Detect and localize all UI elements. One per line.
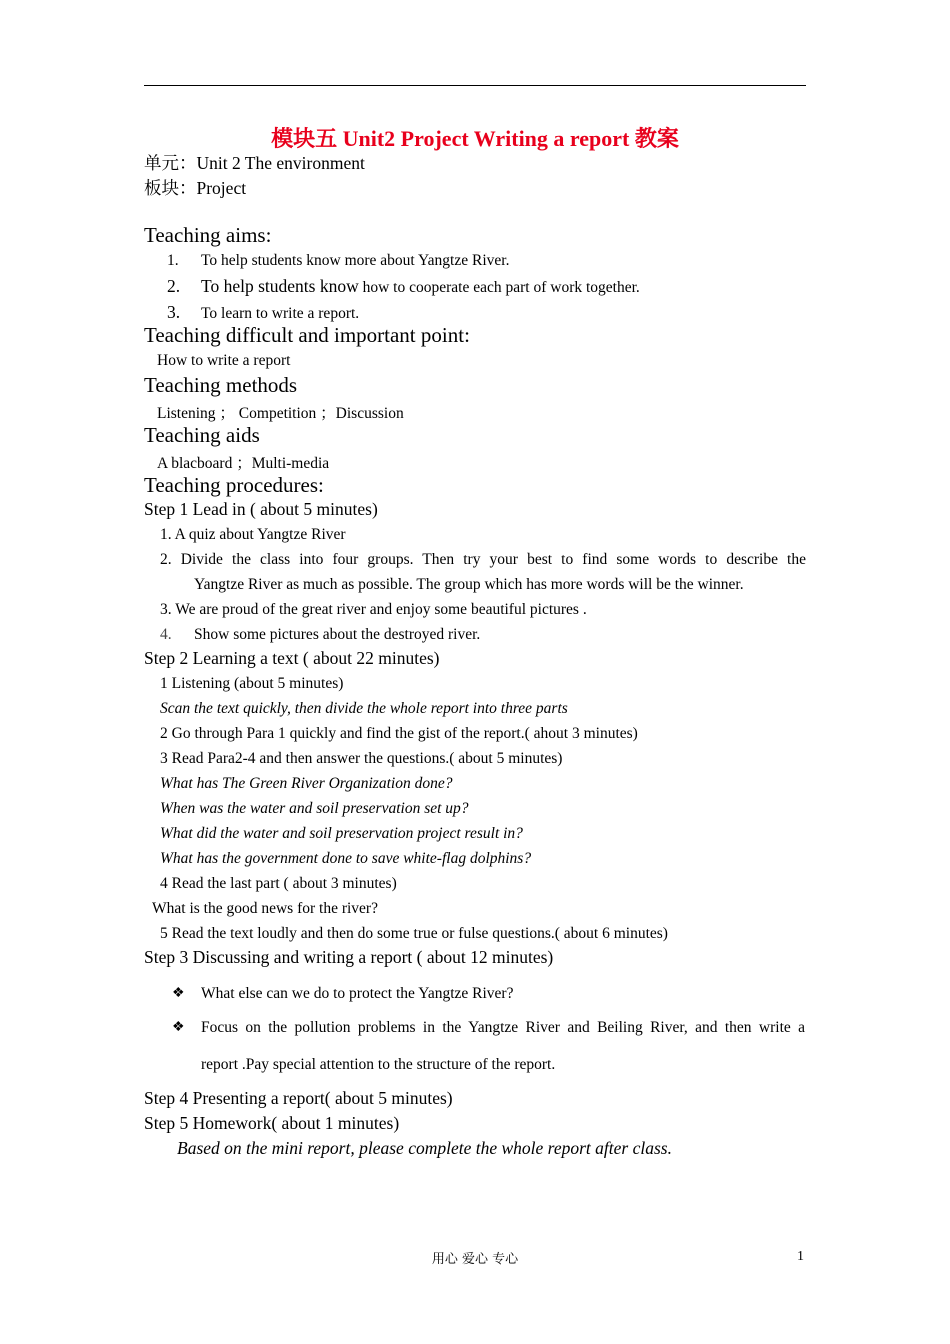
step2-item-4: 4 Read the last part ( about 3 minutes) bbox=[160, 875, 397, 892]
step3-bullet-1: What else can we do to protect the Yangtze River? bbox=[201, 985, 514, 1002]
step3-bullet-2-cont: report .Pay special attention to the structure of the report. bbox=[201, 1056, 556, 1073]
header-rule bbox=[144, 85, 806, 86]
diamond-bullet-icon: ❖ bbox=[172, 1020, 185, 1035]
aims-item-1-num: 1. bbox=[167, 252, 179, 269]
step2-item-3: 3 Read Para2-4 and then answer the questions.( about 5 minutes) bbox=[160, 750, 563, 767]
aims-item-2-text: how to cooperate each part of work together. bbox=[358, 279, 640, 296]
step2-item-2: 2 Go through Para 1 quickly and find the gist of the report.( ahout 3 minutes) bbox=[160, 725, 638, 742]
step1-item-4-text: Show some pictures about the destroyed river. bbox=[194, 626, 481, 643]
procedures-heading: Teaching procedures: bbox=[144, 473, 324, 497]
aims-item-3-num: 3. bbox=[167, 302, 181, 322]
aids-heading: Teaching aids bbox=[144, 423, 260, 447]
diamond-bullet-icon: ❖ bbox=[172, 986, 185, 1001]
aims-item-3-text: To learn to write a report. bbox=[201, 305, 360, 322]
step1-heading: Step 1 Lead in ( about 5 minutes) bbox=[144, 499, 378, 519]
step3-bullet-2: Focus on the pollution problems in the Yangtze River and Beiling River, and then write a bbox=[201, 1019, 805, 1036]
step5-homework-text: Based on the mini report, please complete the whole report after class. bbox=[177, 1138, 672, 1158]
step2-item-4-question: What is the good news for the river? bbox=[152, 900, 378, 917]
section-line: 板块：Project bbox=[144, 178, 247, 198]
document-title: 模块五 Unit2 Project Writing a report 教案 bbox=[271, 126, 679, 151]
step4-heading: Step 4 Presenting a report( about 5 minutes) bbox=[144, 1088, 453, 1108]
aims-item-3 bbox=[167, 302, 359, 323]
step2-question-3: What did the water and soil preservation project result in? bbox=[160, 825, 523, 842]
difficult-heading: Teaching difficult and important point: bbox=[144, 323, 470, 347]
difficult-text: How to write a report bbox=[157, 352, 291, 369]
step3-heading: Step 3 Discussing and writing a report ( about 12 minutes) bbox=[144, 947, 554, 967]
step2-item-1-task: Scan the text quickly, then divide the whole report into three parts bbox=[160, 700, 568, 717]
page-number: 1 bbox=[797, 1249, 804, 1264]
step1-item-1: 1. A quiz about Yangtze River bbox=[160, 526, 346, 543]
aims-item-2-num: 2. bbox=[167, 276, 181, 296]
step5-heading: Step 5 Homework( about 1 minutes) bbox=[144, 1113, 400, 1133]
step1-item-2-cont: Yangtze River as much as possible. The group which has more words will be the winner. bbox=[194, 576, 744, 593]
aims-item-2 bbox=[167, 276, 640, 297]
methods-heading: Teaching methods bbox=[144, 373, 298, 397]
step1-item-2: 2. Divide the class into four groups. Then try your best to find some words to describe the bbox=[160, 551, 806, 568]
step2-item-1: 1 Listening (about 5 minutes) bbox=[160, 675, 344, 692]
step2-question-4: What has the government done to save white-flag dolphins? bbox=[160, 850, 532, 867]
aims-item-1-text: To help students know more about Yangtze River. bbox=[201, 252, 510, 269]
footer-motto: 用心 爱心 专心 bbox=[431, 1252, 519, 1267]
unit-line: 单元：Unit 2 The environment bbox=[144, 153, 365, 173]
aims-item-2-lead: To help students know bbox=[201, 276, 359, 296]
step2-heading: Step 2 Learning a text ( about 22 minutes) bbox=[144, 648, 440, 668]
methods-text: Listening ； Competition ；Discussion bbox=[157, 405, 404, 422]
step1-item-4-num: 4. bbox=[160, 626, 172, 643]
step2-question-2: When was the water and soil preservation set up? bbox=[160, 800, 469, 817]
step1-item-3: 3. We are proud of the great river and enjoy some beautiful pictures . bbox=[160, 601, 587, 618]
step2-question-1: What has The Green River Organization done? bbox=[160, 775, 453, 792]
aims-item-1 bbox=[167, 252, 509, 270]
step2-item-5: 5 Read the text loudly and then do some true or fulse questions.( about 6 minutes) bbox=[160, 925, 668, 942]
aids-text: A blacboard ；Multi-media bbox=[157, 455, 330, 472]
aims-heading: Teaching aims: bbox=[144, 223, 272, 247]
